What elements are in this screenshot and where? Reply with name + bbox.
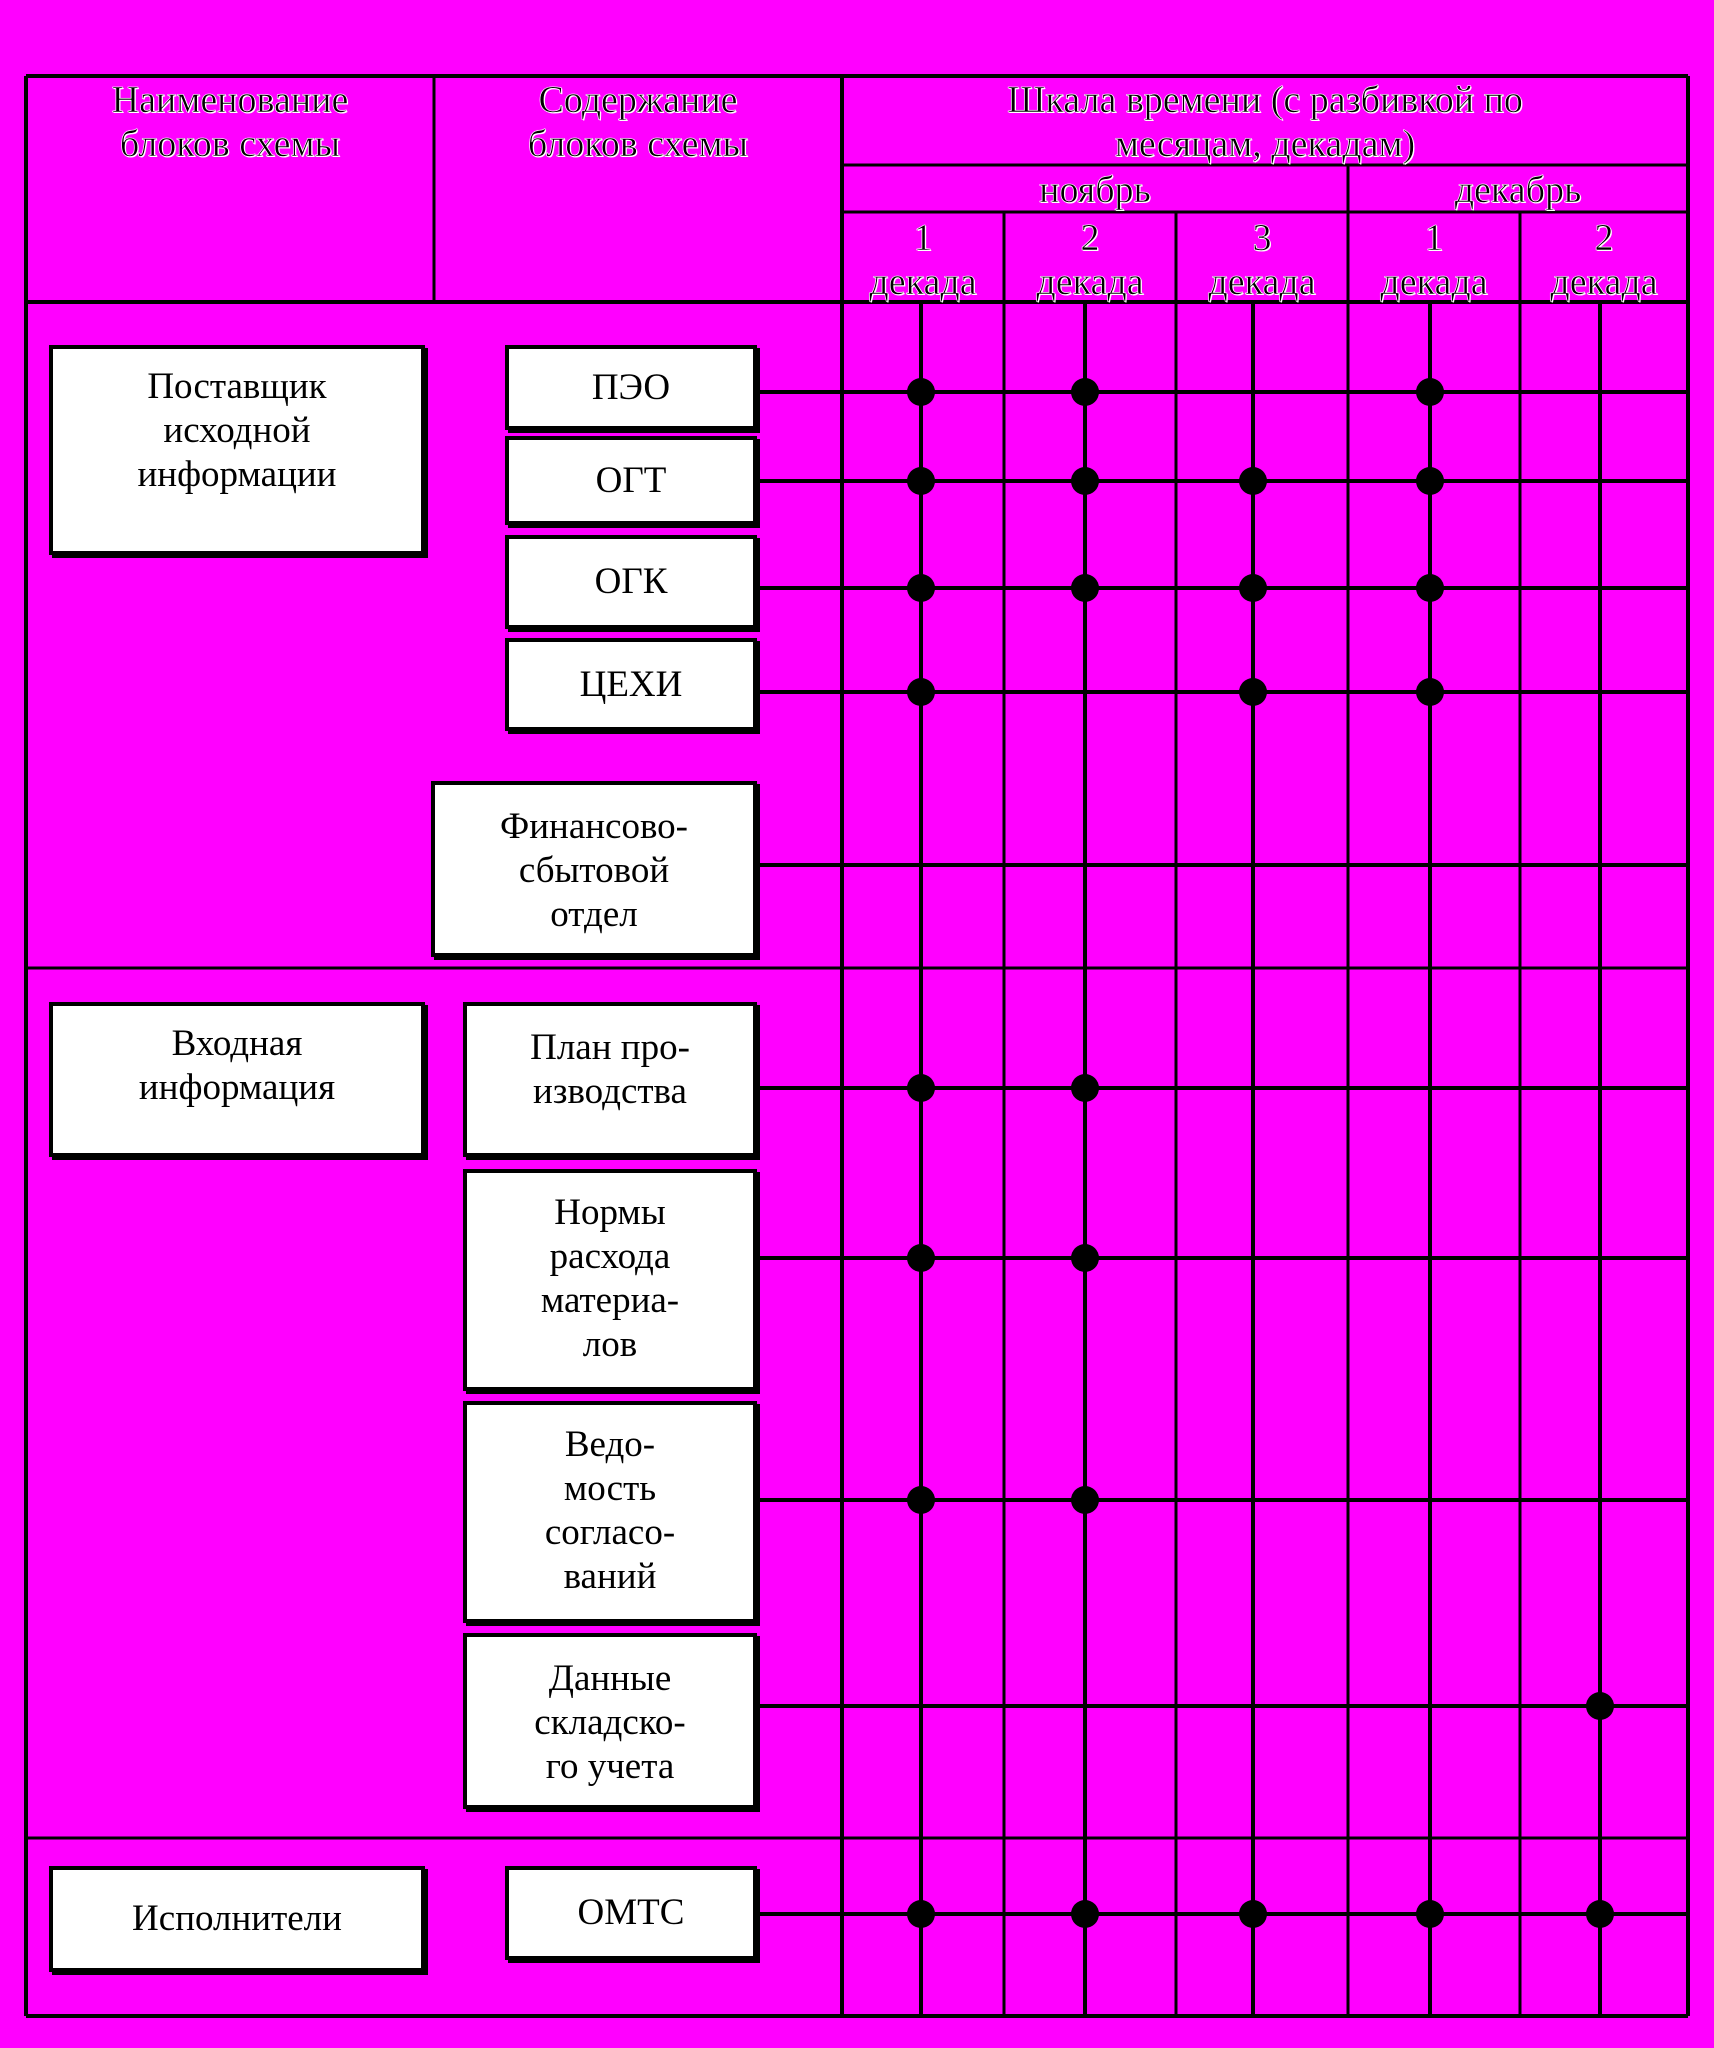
row-3-dot-decade-2 bbox=[1071, 574, 1099, 602]
row-10-dot-decade-2 bbox=[1071, 1900, 1099, 1928]
header-decade-2: 2 декада bbox=[1036, 217, 1144, 303]
row-box-finance: Финансово- сбытовой отдел bbox=[431, 781, 757, 957]
row-box-ogk: ОГК bbox=[505, 535, 757, 629]
header-col2: Содержание блоков схемы bbox=[527, 79, 749, 165]
header-decade-4: 1 декада bbox=[1380, 217, 1488, 303]
header-month-november: ноябрь bbox=[1039, 169, 1151, 211]
row-7-dot-decade-2 bbox=[1071, 1244, 1099, 1272]
row-3-dot-decade-4 bbox=[1416, 574, 1444, 602]
group-box-input: Входная информация bbox=[49, 1002, 425, 1157]
row-4-dot-decade-3 bbox=[1239, 678, 1267, 706]
row-2-dot-decade-2 bbox=[1071, 467, 1099, 495]
row-4-dot-decade-1 bbox=[907, 678, 935, 706]
row-box-production-plan: План про- изводства bbox=[463, 1002, 757, 1157]
row-1-dot-decade-2 bbox=[1071, 378, 1099, 406]
group-box-suppliers: Поставщик исходной информации bbox=[49, 345, 425, 555]
row-box-workshops: ЦЕХИ bbox=[505, 638, 757, 731]
row-2-dot-decade-1 bbox=[907, 467, 935, 495]
header-decade-5: 2 декада bbox=[1550, 217, 1658, 303]
header-month-december: декабрь bbox=[1454, 169, 1582, 211]
row-8-dot-decade-2 bbox=[1071, 1486, 1099, 1514]
row-box-approval-sheet: Ведо- мость согласо- ваний bbox=[463, 1401, 757, 1623]
row-1-dot-decade-1 bbox=[907, 378, 935, 406]
row-box-peo: ПЭО bbox=[505, 345, 757, 430]
header-decade-3: 3 декада bbox=[1208, 217, 1316, 303]
row-1-dot-decade-4 bbox=[1416, 378, 1444, 406]
header-decade-1: 1 декада bbox=[869, 217, 977, 303]
row-3-dot-decade-1 bbox=[907, 574, 935, 602]
row-box-material-norms: Нормы расхода материа- лов bbox=[463, 1169, 757, 1391]
row-box-warehouse-data: Данные складско- го учета bbox=[463, 1633, 757, 1809]
row-6-dot-decade-1 bbox=[907, 1074, 935, 1102]
row-10-dot-decade-1 bbox=[907, 1900, 935, 1928]
row-box-ogt: ОГТ bbox=[505, 436, 757, 525]
row-7-dot-decade-1 bbox=[907, 1244, 935, 1272]
row-6-dot-decade-2 bbox=[1071, 1074, 1099, 1102]
row-8-dot-decade-1 bbox=[907, 1486, 935, 1514]
row-box-omts: ОМТС bbox=[505, 1866, 757, 1960]
header-timescale: Шкала времени (с разбивкой по месяцам, декадам) bbox=[1007, 79, 1523, 165]
row-3-dot-decade-3 bbox=[1239, 574, 1267, 602]
header-col1: Наименование блоков схемы bbox=[111, 79, 349, 165]
row-4-dot-decade-4 bbox=[1416, 678, 1444, 706]
row-2-dot-decade-4 bbox=[1416, 467, 1444, 495]
row-10-dot-decade-3 bbox=[1239, 1900, 1267, 1928]
row-10-dot-decade-5 bbox=[1586, 1900, 1614, 1928]
group-box-executors: Исполнители bbox=[49, 1866, 425, 1972]
row-9-dot-decade-5 bbox=[1586, 1692, 1614, 1720]
row-10-dot-decade-4 bbox=[1416, 1900, 1444, 1928]
row-2-dot-decade-3 bbox=[1239, 467, 1267, 495]
